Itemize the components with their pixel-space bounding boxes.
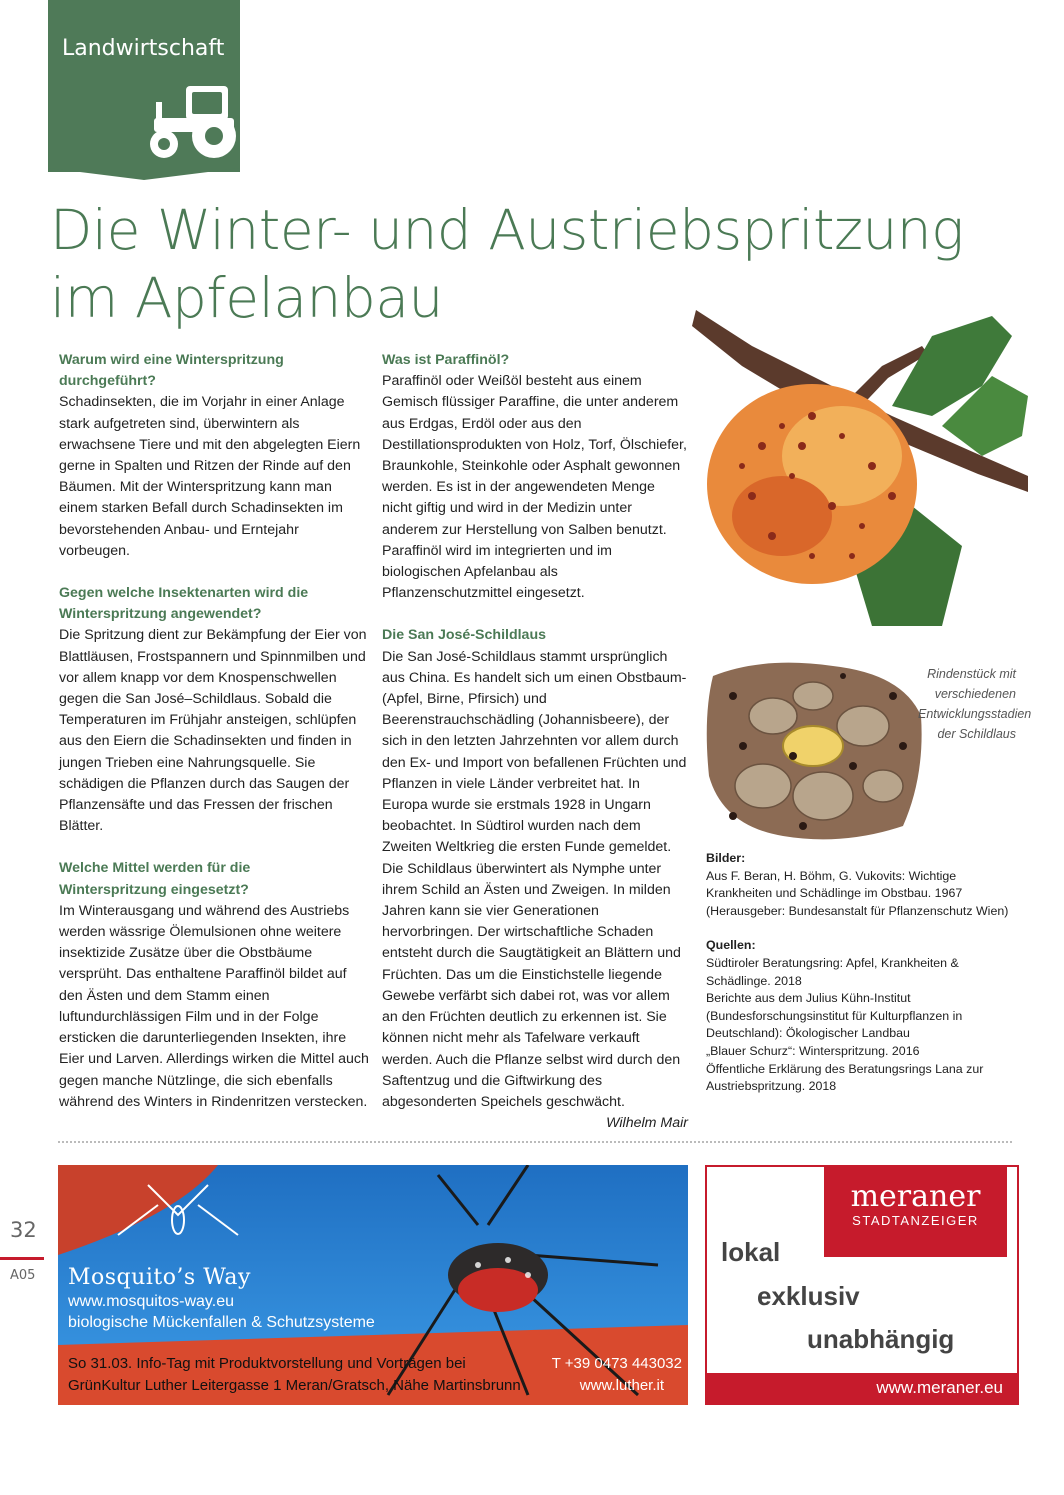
- mosquito-ad[interactable]: [58, 1165, 688, 1405]
- ad-website[interactable]: www.luther.it: [579, 1377, 664, 1394]
- logo-name: meraner: [850, 1179, 981, 1214]
- section-banner: [48, 0, 240, 172]
- logo-subtitle: STADTANZEIGER: [852, 1213, 979, 1228]
- paragraph-agents: Im Winterausgang und während des Austriebs werden wässrige Ölemulsionen ohne weitere insektizide Zusätze über die Obstbäume versprüht. Das enthaltene Paraffinöl bildet auf den Ästen und dem Stamm einen luftundurchlässigen Film und in der Folge ersticken die darunterliegenden Insekten, ihre Eier und Larven. Allerdings wirken die Mittel auch gegen manche Nützlinge, die sich ebenfalls während des Winters in Rindenritzen verstecken.: [59, 902, 369, 1110]
- section-label: Landwirtschaft: [62, 36, 225, 61]
- ad-brand-name: Mosquito’s Way: [68, 1265, 251, 1290]
- page-number: 32: [10, 1218, 37, 1242]
- heading-why: [59, 350, 369, 392]
- page-rule: [0, 1257, 44, 1260]
- meraner-url[interactable]: www.meraner.eu: [707, 1373, 1017, 1403]
- source-item: Südtiroler Beratungsring: Apfel, Krankheiten & Schädlinge. 2018: [706, 955, 959, 988]
- scale-insect-illustration: [703, 656, 925, 844]
- ad-info-line-2: GrünKultur Luther Leitergasse 1 Meran/Gratsch, Nähe Martinsbrunn: [68, 1377, 521, 1394]
- meraner-logo: [824, 1165, 1007, 1257]
- heading-paraffin: Was ist Paraffinöl?: [382, 352, 510, 368]
- tractor-icon: [148, 84, 240, 162]
- ad-tagline: biologische Mückenfallen & Schutzsysteme: [68, 1314, 375, 1331]
- ad-url[interactable]: www.mosquitos-way.eu: [68, 1293, 234, 1310]
- heading-scale: Die San José-Schildlaus: [382, 627, 547, 644]
- images-credit: Aus F. Beran, H. Böhm, G. Vukovits: Wichtige Krankheiten und Schädlinge im Obstbau. 1967 (Herausgeber: Bundesanstalt für Pflanzenschutz Wien): [706, 868, 1009, 918]
- paragraph-paraffin: Paraffinöl oder Weißöl besteht aus einem Gemisch flüssiger Paraffine, die unter anderem aus Erdgas, Erdöl oder aus den Destillationsprodukten von Holz, Torf, Ölschiefer, Braunkohle, Steinkohle oder Asphalt gewonnen werden. Es ist in der angewendeten Menge nicht giftig und wird in der Medizin unter anderem zur Herstellung von Salben benutzt. Paraffinöl wird im integrierten und im biologischen Apfelanbau als Pflanzenschutzmittel eingesetzt.: [382, 373, 687, 602]
- source-item: Berichte aus dem Julius Kühn-Institut (Bundesforschungsinstitut für Kulturpflanzen in Deutschland): Ökologischer Landbau: [706, 991, 963, 1041]
- source-item: Öffentliche Erklärung des Beratungsrings Lana zur Austriebspritzung. 2018: [706, 1061, 984, 1094]
- heading-why-line-1: Warum wird eine Winterspritzung: [59, 352, 284, 368]
- heading-insects: [59, 583, 369, 625]
- apple-illustration: [692, 306, 1028, 652]
- ad-phone: T +39 0473 443032: [551, 1355, 682, 1372]
- article-column-2: [382, 350, 688, 1134]
- image-caption: Rindenstück mit verschiedenen Entwicklungsstadien der Schildlaus: [918, 667, 1032, 741]
- banner-notch: [48, 168, 240, 182]
- heading-insects-line-2: Winterspritzung angewendet?: [59, 606, 262, 623]
- references: [706, 850, 1016, 1096]
- ad-info-line-1: So 31.03. Info-Tag mit Produktvorstellung und Vorträgen bei: [68, 1355, 466, 1372]
- heading-agents: [59, 858, 369, 900]
- slogan-word-2: exklusiv: [757, 1281, 860, 1311]
- sources-heading: Quellen:: [706, 938, 756, 953]
- paragraph-insects: Die Spritzung dient zur Bekämpfung der Eier von Blattläusen, Frostspannern und Spinnmilben und vor allem knapp vor dem Knospenschwellen gegen die San José–Schildlaus. Sobald die Temperaturen im Frühjahr ansteigen, schlüpfen aus den Eiern die Schadinsekten und finden in jungen Trieben eine Nahrungsquelle. Sie schädigen die Pflanzen durch das Saugen der Pflanzensäfte und das Fressen der frischen Blätter.: [59, 627, 367, 835]
- source-item: „Blauer Schurz“: Winterspritzung. 2016: [706, 1043, 920, 1058]
- slogan-word-3: unabhängig: [807, 1324, 955, 1354]
- heading-agents-line-1: Welche Mittel werden für die: [59, 860, 251, 877]
- title-line-1: Die Winter- und Austriebspritzung: [50, 198, 964, 262]
- slogan-word-1: lokal: [721, 1237, 781, 1267]
- images-heading: Bilder:: [706, 851, 746, 865]
- paragraph-scale-1: Die San José-Schildlaus stammt ursprünglich aus China. Es handelt sich um einen Obstbaum- (Apfel, Birne, Pfirsich) und Beerenstrauchschädling (Johannisbeere), der sich in den letzten Jahrzehnten vor allem durch den Ex- und Import von befallenen Früchten und Pflanzen in viele Länder verbreitet hat. In Europa wurde sie erstmals 1928 in Ungarn beobachtet. In Südtirol wurden nach dem Zweiten Weltkrieg die ersten Funde gemeldet.: [382, 648, 687, 856]
- author-name: Wilhelm Mair: [606, 1115, 688, 1132]
- article-column-1: [59, 350, 369, 1113]
- meraner-ad[interactable]: [705, 1165, 1019, 1405]
- page-code: A05: [10, 1268, 36, 1283]
- paragraph-why: Schadinsekten, die im Vorjahr in einer Anlage stark aufgetreten sind, überwintern als erwachsene Tiere und mit den abgelegten Eiern gerne in Spalten und Ritzen der Rinde auf den Bäumen. Mit der Winterspritzung kann man einem starken Befall durch Schadinsekten im bevorstehenden Anbau- und Erntejahr vorbeugen.: [59, 394, 361, 559]
- heading-why-line-2: durchgeführt?: [59, 373, 156, 390]
- dotted-divider: [58, 1141, 1012, 1143]
- title-line-2: im Apfelanbau: [50, 266, 443, 330]
- paragraph-scale-2: Die Schildlaus überwintert als Nymphe unter ihrem Schild an Ästen und Zweigen. In milden Jahren kann sie vier Generationen hervorbringen. Der wirtschaftliche Schaden entsteht durch die Saugtätigkeit an Blättern und Früchten. Das um die Einstichstelle liegende Gewebe verfärbt sich dabei rot, was vor allem an den Früchten deutlich zu erkennen ist. Sie können nicht mehr als Tafelware verkauft werden. Auch die Pflanze selbst wird durch den Saftentzug und die Giftwirkung des abgesonderten Speichels geschwächt.: [382, 860, 681, 1110]
- heading-agents-line-2: Winterspritzung eingesetzt?: [59, 881, 249, 898]
- heading-insects-line-1: Gegen welche Insektenarten wird die: [59, 585, 309, 602]
